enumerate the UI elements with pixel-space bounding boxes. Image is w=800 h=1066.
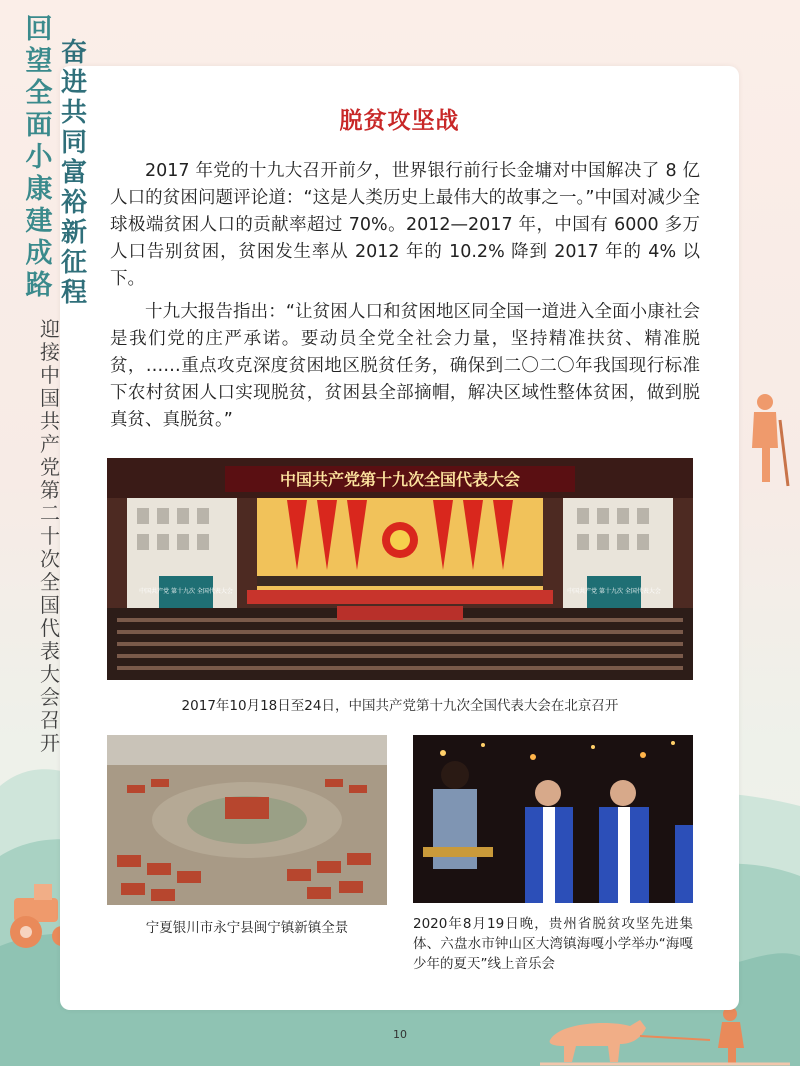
article-paragraph-2: 十九大报告指出：“让贫困人口和贫困地区同全国一道进入全面小康社会是我们党的庄严承诺。要动员全党全社会力量，坚持精准扶贫、精准脱贫，……重点攻克深度贫困地区脱贫任务，确保到二〇二〇年我国现行标准下农村贫困人口实现脱贫，贫困县全部摘帽，解决区域性整体贫困，做到脱真贫、真脱贫。” (110, 302, 700, 430)
side-title-secondary: 奋进共同富裕新征程 (60, 38, 87, 308)
minning-town-aerial-photo (107, 735, 387, 905)
page-number: 10 (393, 1028, 407, 1041)
article-paragraph-1: 2017 年党的十九大召开前夕，世界银行前行长金墉对中国解决了 8 亿人口的贫困问题评论道：“这是人类历史上最伟大的故事之一。”中国对减少全球极端贫困人口的贡献率超过 70%。2012—2017 年，中国有 6000 多万人口告别贫困，贫困发生率从 2012 年的 10.2% 降到 2017 年的 4% 以下。 (110, 161, 700, 289)
congress-photo-caption: 2017年10月18日至24日，中国共产党第十九次全国代表大会在北京召开 (181, 698, 619, 714)
side-title-tertiary: 迎接中国共产党第二十次全国代表大会召开 (40, 317, 60, 755)
left-screen-text: 中国共产党 第十九次 全国代表大会 (139, 588, 233, 595)
congress-banner-text: 中国共产党第十九次全国代表大会 (279, 470, 521, 489)
article-heading: 脱贫攻坚战 (339, 108, 460, 134)
content-card (60, 66, 739, 1010)
farmer-figure-icon (740, 390, 790, 490)
right-screen-text: 中国共产党 第十九次 全国代表大会 (567, 588, 661, 595)
concert-photo (413, 735, 693, 903)
congress-hall-photo (107, 458, 693, 680)
side-title-primary: 回望全面小康建成路 (25, 14, 53, 301)
concert-photo-caption: 2020年8月19日晚，贵州省脱贫攻坚先进集体、六盘水市钟山区大湾镇海嘎小学举办“海嘎少年的夏天”线上音乐会 (413, 916, 693, 972)
town-photo-caption: 宁夏银川市永宁县闽宁镇新镇全景 (145, 920, 349, 936)
